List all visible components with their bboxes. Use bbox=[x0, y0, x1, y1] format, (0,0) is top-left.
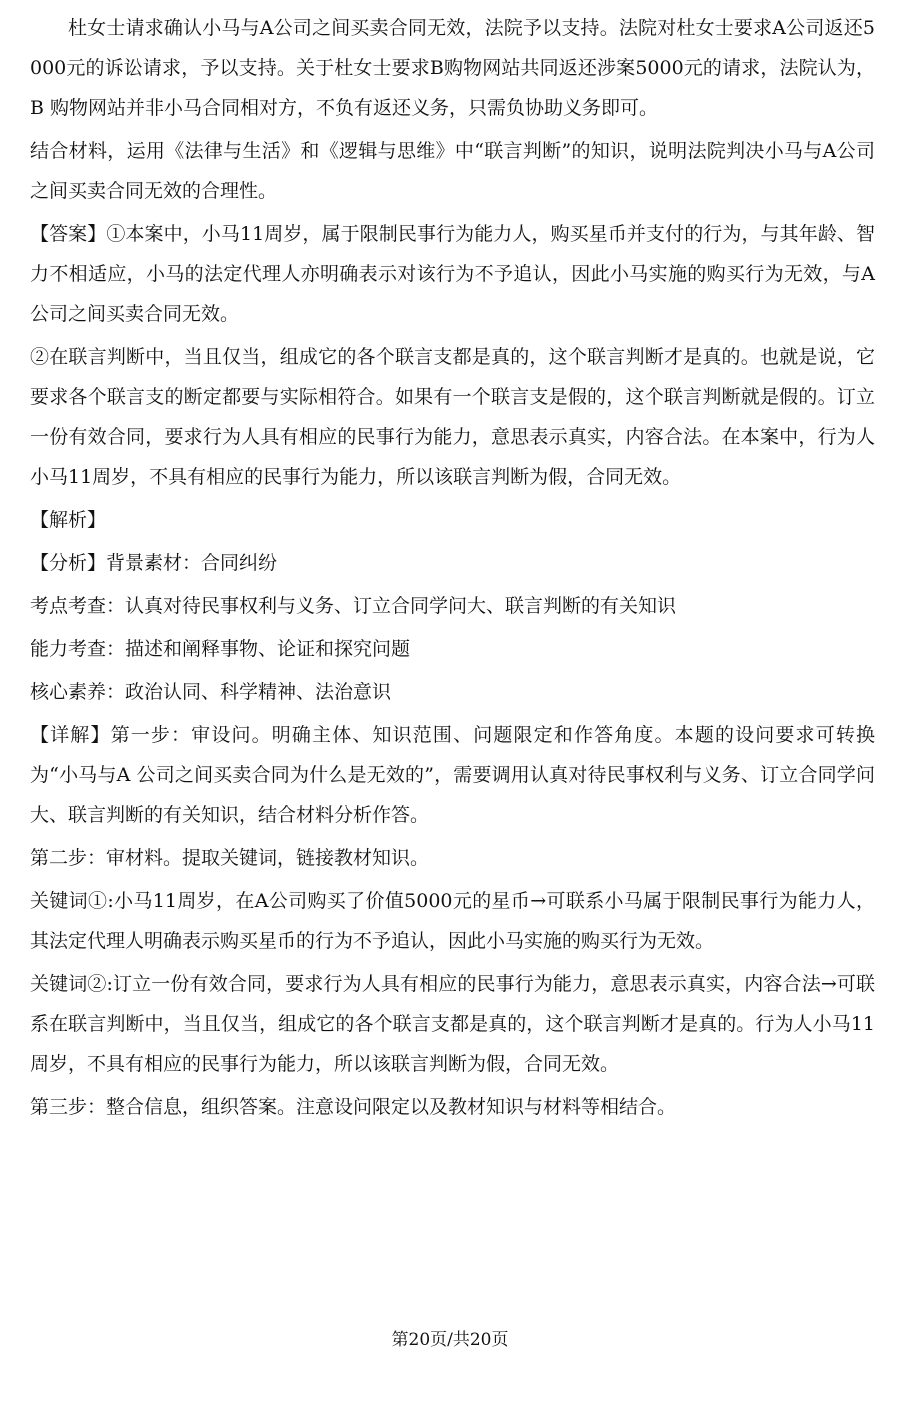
analysis-heading: 【解析】 bbox=[30, 509, 107, 531]
analysis-core-literacy: 核心素养：政治认同、科学精神、法治意识 bbox=[30, 681, 392, 703]
analysis-abilities: 能力考查：描述和阐释事物、论证和探究问题 bbox=[30, 638, 411, 660]
detail-step-1: 【详解】第一步：审设问。明确主体、知识范围、问题限定和作答角度。本题的设问要求可转换为“小马与A 公司之间买卖合同为什么是无效的”，需要调用认真对待民事权利与义务、订立合同学问大、联言判断的有关知识，结合材料分析作答。 bbox=[30, 724, 875, 826]
analysis-knowledge-points: 考点考查：认真对待民事权利与义务、订立合同学问大、联言判断的有关知识 bbox=[30, 595, 677, 617]
page-number: 第20页/共20页 bbox=[391, 1330, 509, 1350]
keyword-1: 关键词①:小马11周岁，在A公司购买了价值5000元的星币→可联系小马属于限制民事行为能力人，其法定代理人明确表示购买星币的行为不予追认，因此小马实施的购买行为无效。 bbox=[30, 890, 875, 952]
answer-part-2: ②在联言判断中，当且仅当，组成它的各个联言支都是真的，这个联言判断才是真的。也就是说，它要求各个联言支的断定都要与实际相符合。如果有一个联言支是假的，这个联言判断就是假的。订立一份有效合同，要求行为人具有相应的民事行为能力，意思表示真实，内容合法。在本案中，行为人小马11周岁，不具有相应的民事行为能力，所以该联言判断为假，合同无效。 bbox=[30, 346, 875, 488]
detail-step-3: 第三步：整合信息，组织答案。注意设问限定以及教材知识与材料等相结合。 bbox=[30, 1096, 677, 1118]
analysis-background: 【分析】背景素材：合同纠纷 bbox=[30, 552, 278, 574]
detail-step-2: 第二步：审材料。提取关键词，链接教材知识。 bbox=[30, 847, 430, 869]
answer-part-1: 【答案】①本案中，小马11周岁，属于限制民事行为能力人，购买星币并支付的行为，与其年龄、智力不相适应，小马的法定代理人亦明确表示对该行为不予追认，因此小马实施的购买行为无效，与A公司之间买卖合同无效。 bbox=[30, 223, 875, 325]
document-body bbox=[30, 8, 875, 1127]
case-judgment-paragraph: 杜女士请求确认小马与A公司之间买卖合同无效，法院予以支持。法院对杜女士要求A公司返还5000元的诉讼请求，予以支持。关于杜女士要求B购物网站共同返还涉案5000元的请求，法院认为，B 购物网站并非小马合同相对方，不负有返还义务，只需负协助义务即可。 bbox=[30, 17, 875, 119]
question-paragraph: 结合材料，运用《法律与生活》和《逻辑与思维》中“联言判断”的知识，说明法院判决小马与A公司之间买卖合同无效的合理性。 bbox=[30, 140, 875, 202]
keyword-2: 关键词②:订立一份有效合同，要求行为人具有相应的民事行为能力，意思表示真实，内容合法→可联系在联言判断中，当且仅当，组成它的各个联言支都是真的，这个联言判断才是真的。行为人小马11周岁，不具有相应的民事行为能力，所以该联言判断为假，合同无效。 bbox=[30, 973, 875, 1075]
